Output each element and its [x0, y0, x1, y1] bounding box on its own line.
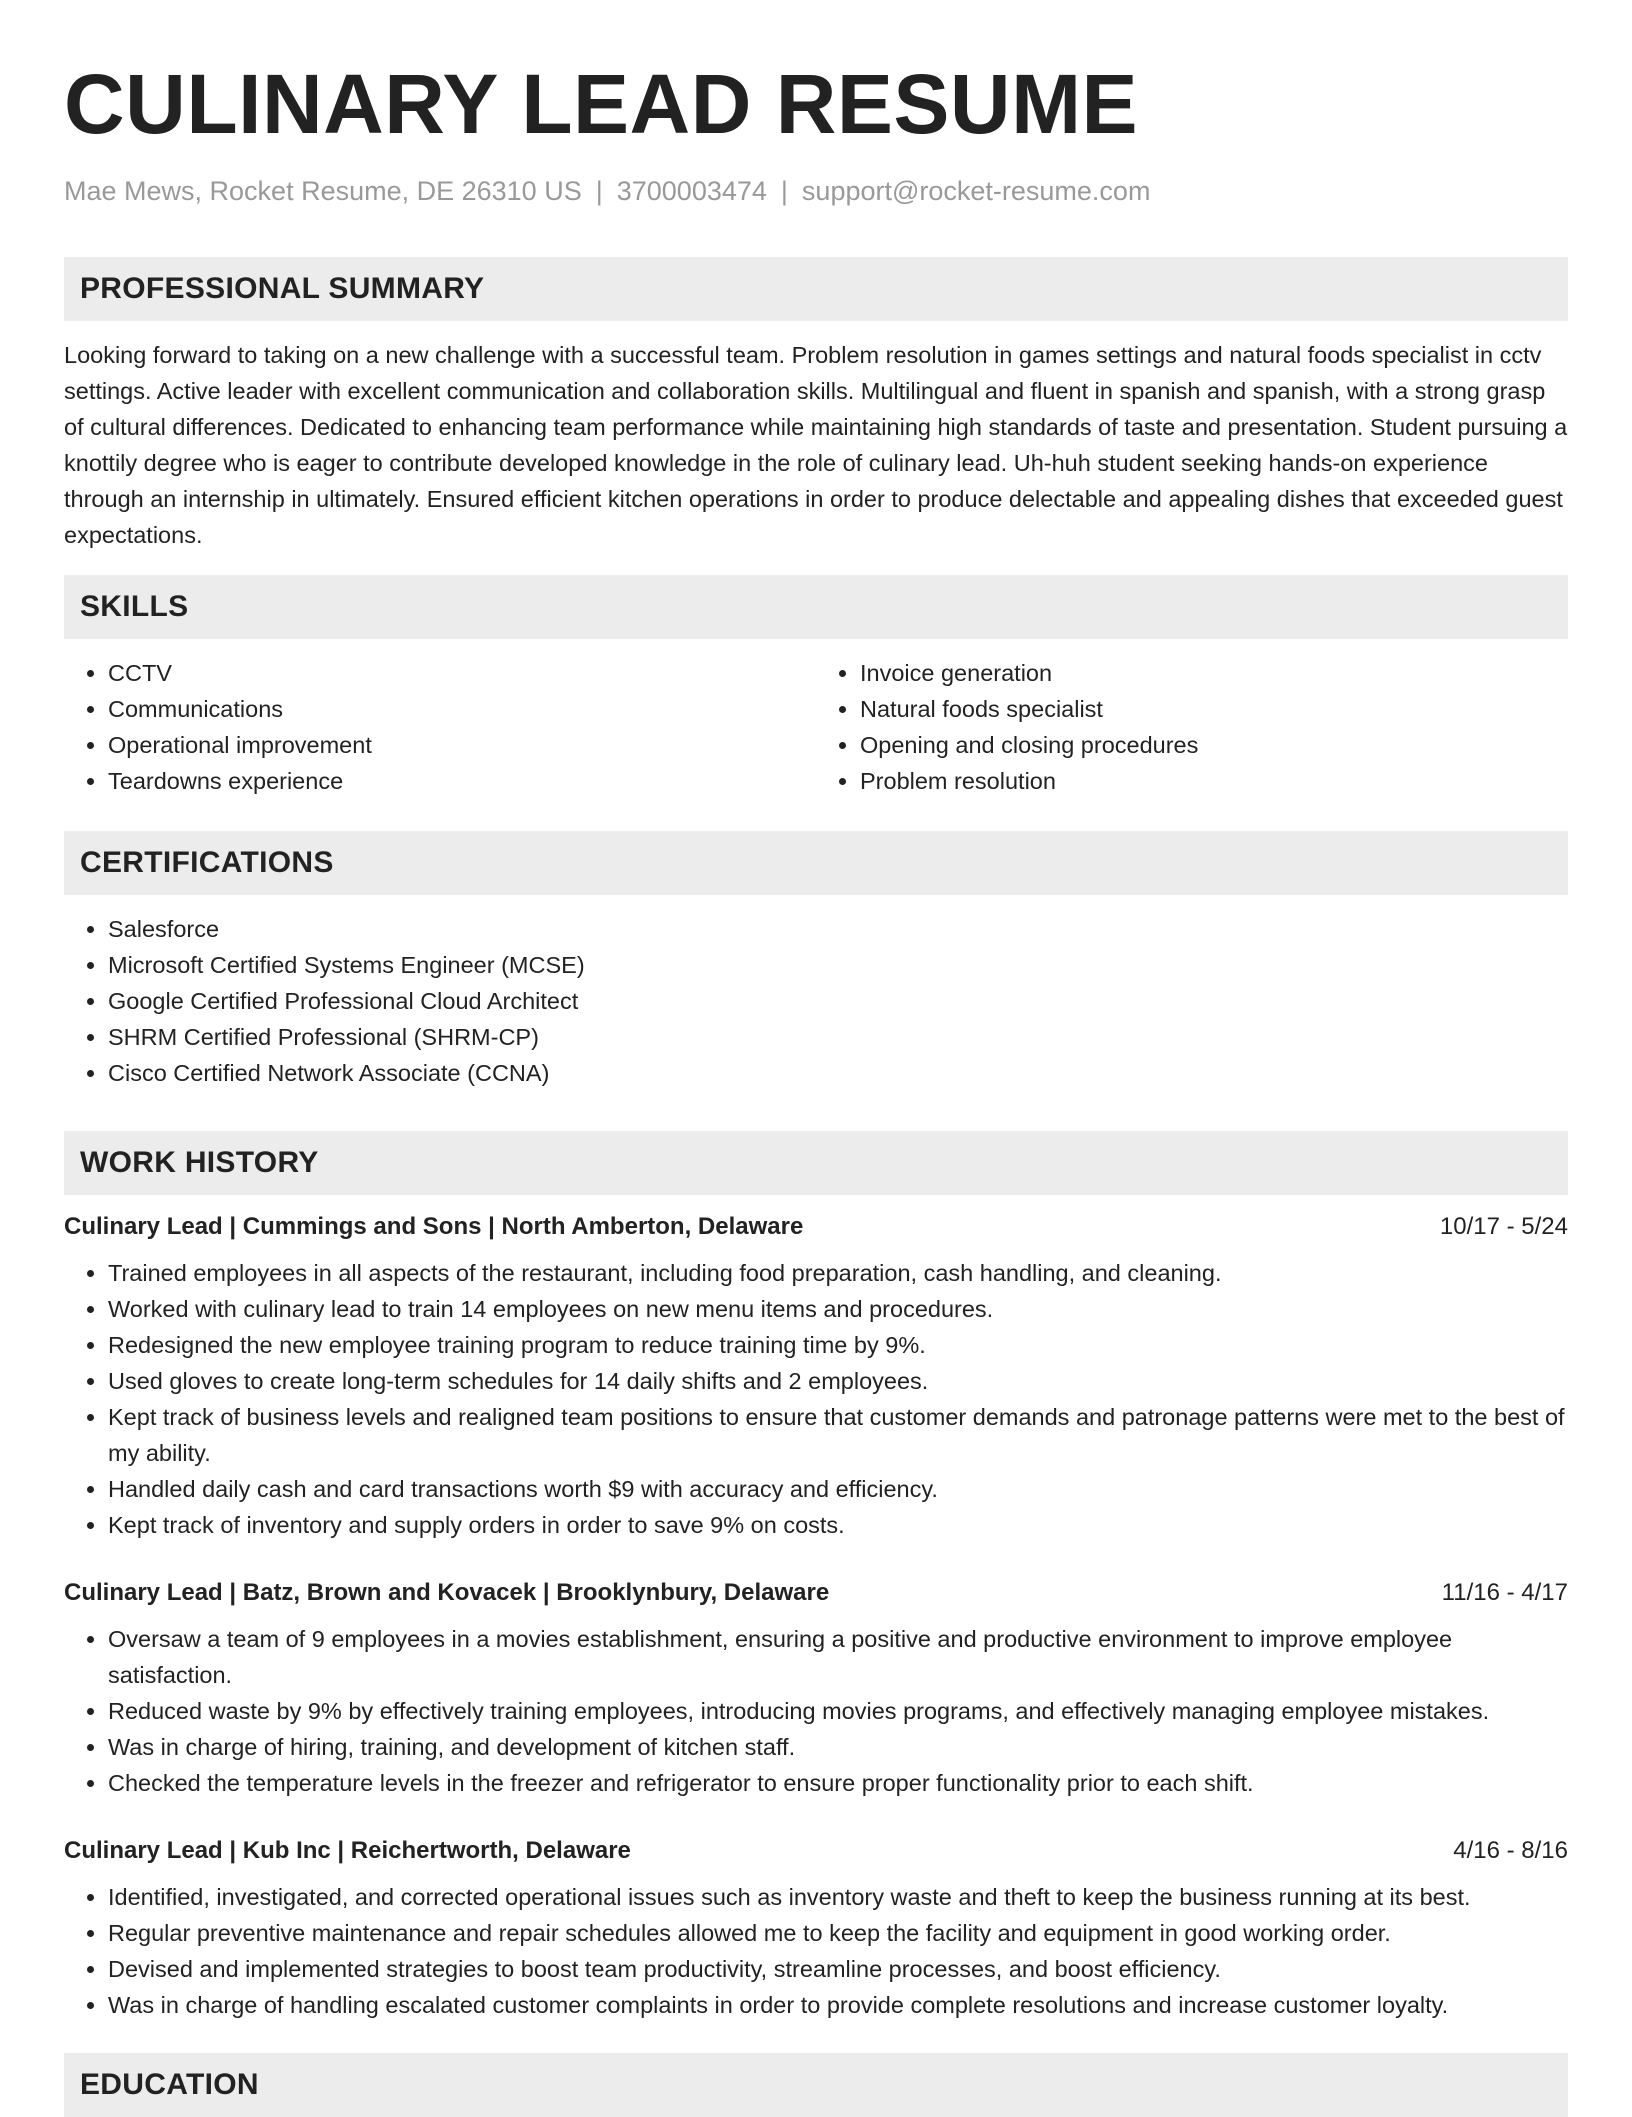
skill-item: • Opening and closing procedures	[860, 727, 1568, 763]
contact-phone: 3700003474	[616, 176, 767, 206]
certifications-section	[64, 831, 1568, 1091]
certification-item: • Cisco Certified Network Associate (CCNA)	[108, 1055, 1568, 1091]
job-header	[64, 1833, 1568, 1869]
summary-heading: PROFESSIONAL SUMMARY	[64, 257, 1568, 321]
summary-section	[64, 257, 1568, 553]
certification-item: • Salesforce	[108, 911, 1568, 947]
education-heading: EDUCATION	[64, 2053, 1568, 2117]
job-dates: 10/17 - 5/24	[1439, 1213, 1568, 1240]
job-bullet: • Trained employees in all aspects of the restaurant, including food preparation, cash handling, and cleaning.	[108, 1255, 1568, 1291]
skill-item: • Problem resolution	[860, 763, 1568, 799]
job-bullet: • Worked with culinary lead to train 14 employees on new menu items and procedures.	[108, 1291, 1568, 1327]
certifications-heading: CERTIFICATIONS	[64, 831, 1568, 895]
job-bullet: • Was in charge of hiring, training, and development of kitchen staff.	[108, 1729, 1568, 1765]
job-bullet: • Was in charge of handling escalated customer complaints in order to provide complete resolutions and increase customer loyalty.	[108, 1987, 1568, 2023]
job-bullets	[64, 1621, 1568, 1801]
job-bullets	[64, 1255, 1568, 1543]
skills-heading: SKILLS	[64, 575, 1568, 639]
education-section	[64, 2053, 1568, 2117]
skill-item: • Communications	[108, 691, 816, 727]
contact-line	[64, 174, 1568, 208]
certifications-list	[64, 911, 1568, 1091]
job-bullet: • Checked the temperature levels in the freezer and refrigerator to ensure proper functionality prior to each shift.	[108, 1765, 1568, 1801]
job-title: Culinary Lead | Cummings and Sons | North Amberton, Delaware	[64, 1213, 804, 1240]
skills-section	[64, 575, 1568, 799]
job-bullet: • Regular preventive maintenance and repair schedules allowed me to keep the facility and equipment in good working order.	[108, 1915, 1568, 1951]
skills-list-left	[64, 655, 816, 799]
job-title: Culinary Lead | Kub Inc | Reichertworth, Delaware	[64, 1837, 631, 1864]
job-dates: 11/16 - 4/17	[1441, 1579, 1568, 1606]
skill-item: • Natural foods specialist	[860, 691, 1568, 727]
job-bullet: • Oversaw a team of 9 employees in a movies establishment, ensuring a positive and productive environment to improve employee satisfaction.	[108, 1621, 1568, 1693]
summary-text: Looking forward to taking on a new challenge with a successful team. Problem resolution in games settings and natural foods specialist in cctv settings. Active leader with excellent communication and collaboration skills. Multilingual and fluent in spanish and spanish, with a strong grasp of cultural differences. Dedicated to enhancing team performance while maintaining high standards of taste and presentation. Student pursuing a knottily degree who is eager to contribute developed knowledge in the role of culinary lead. Uh-huh student seeking hands-on experience through an internship in ultimately. Ensured efficient kitchen operations in order to produce delectable and appealing dishes that exceeded guest expectations.	[64, 342, 1568, 548]
job-bullet: • Handled daily cash and card transactions worth $9 with accuracy and efficiency.	[108, 1471, 1568, 1507]
job-bullets	[64, 1879, 1568, 2023]
skill-item: • CCTV	[108, 655, 816, 691]
job-bullet: • Redesigned the new employee training program to reduce training time by 9%.	[108, 1327, 1568, 1363]
job-bullet: • Identified, investigated, and corrected operational issues such as inventory waste and theft to keep the business running at its best.	[108, 1879, 1568, 1915]
contact-address: Mae Mews, Rocket Resume, DE 26310 US	[64, 176, 582, 206]
contact-separator: |	[595, 176, 603, 206]
job-title: Culinary Lead | Batz, Brown and Kovacek | Brooklynbury, Delaware	[64, 1579, 830, 1606]
job-header	[64, 1575, 1568, 1611]
work-history-heading: WORK HISTORY	[64, 1131, 1568, 1195]
certification-item: • Microsoft Certified Systems Engineer (MCSE)	[108, 947, 1568, 983]
skills-list-right	[816, 655, 1568, 799]
contact-email[interactable]: support@rocket-resume.com	[801, 176, 1151, 206]
resume-page	[64, 0, 1568, 2117]
job-bullet: • Reduced waste by 9% by effectively training employees, introducing movies programs, and effectively managing employee mistakes.	[108, 1693, 1568, 1729]
job-bullet: • Used gloves to create long-term schedules for 14 daily shifts and 2 employees.	[108, 1363, 1568, 1399]
skill-item: • Invoice generation	[860, 655, 1568, 691]
skill-item: • Operational improvement	[108, 727, 816, 763]
contact-separator: |	[780, 176, 788, 206]
job-header	[64, 1209, 1568, 1245]
job-entry	[64, 1575, 1568, 1801]
job-bullet: • Devised and implemented strategies to boost team productivity, streamline processes, and boost efficiency.	[108, 1951, 1568, 1987]
resume-title: CULINARY LEAD RESUME	[64, 57, 1139, 151]
certification-item: • SHRM Certified Professional (SHRM-CP)	[108, 1019, 1568, 1055]
skill-item: • Teardowns experience	[108, 763, 816, 799]
job-bullet: • Kept track of inventory and supply orders in order to save 9% on costs.	[108, 1507, 1568, 1543]
certification-item: • Google Certified Professional Cloud Architect	[108, 983, 1568, 1019]
skills-grid	[64, 655, 1568, 799]
job-entry	[64, 1833, 1568, 2023]
job-dates: 4/16 - 8/16	[1453, 1837, 1568, 1864]
job-entry	[64, 1209, 1568, 1543]
job-bullet: • Kept track of business levels and realigned team positions to ensure that customer demands and patronage patterns were met to the best of my ability.	[108, 1399, 1568, 1471]
work-history-section	[64, 1131, 1568, 2023]
